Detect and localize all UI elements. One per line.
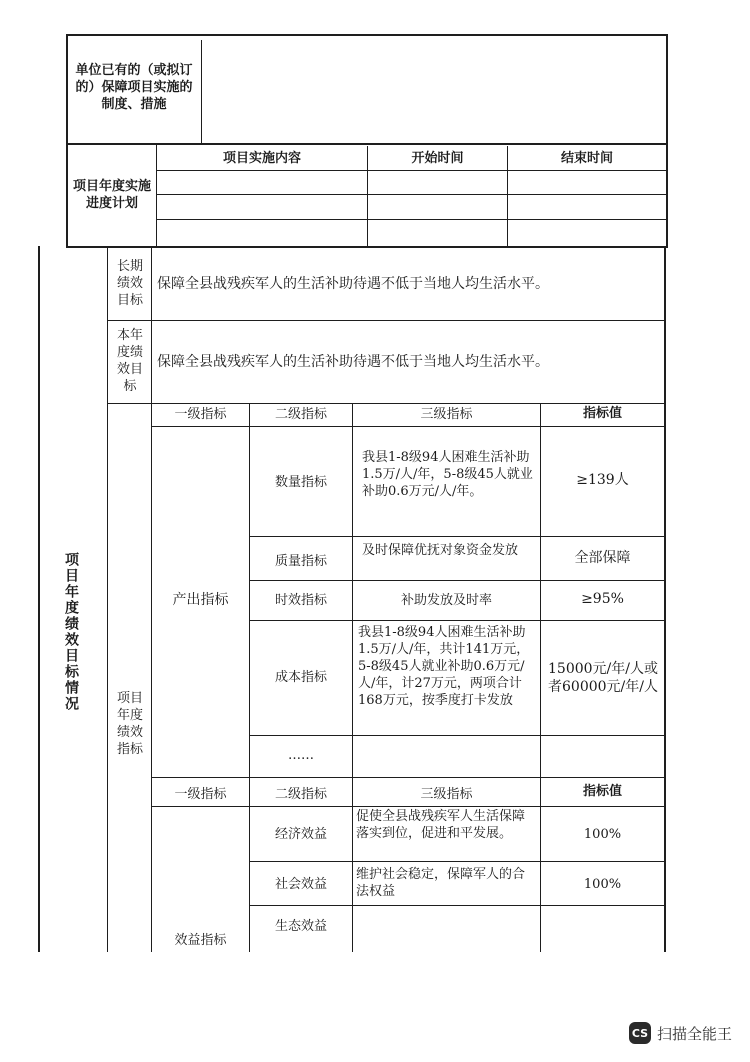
benefit-row2-level2: 社会效益 [274,877,327,892]
h1-value: 指标值 [582,406,622,421]
output-row1-level3: 我县1-8级94人困难生活补助1.5万/人/年，5-8级45人就业补助0.6万元/人/年。 [362,450,533,499]
h1-level3: 三级指标 [420,407,473,422]
benefit-row2-level3: 维护社会稳定，保障军人的合法权益 [356,867,526,899]
h2-level2: 二级指标 [274,787,327,802]
h2-level3: 三级指标 [420,787,473,802]
annual-label: 本年度绩效目标 [116,328,143,394]
output-row5-level2: …… [288,748,314,763]
output-row2-value: 全部保障 [574,550,631,566]
benefit-row2-value: 100% [583,877,622,892]
indicators-label: 项目年度绩效指标 [116,691,143,757]
long-term-label: 长期绩效目标 [116,259,143,308]
section2-label: 项目年度实施进度计划 [72,179,151,211]
output-row4-level2: 成本指标 [274,670,327,685]
header-start: 开始时间 [411,151,464,166]
long-term-goal: 保障全县战残疾军人的生活补助待遇不低于当地人均生活水平。 [157,276,549,292]
output-row3-level2: 时效指标 [274,593,327,608]
camscanner-logo-icon: CS [629,1022,651,1044]
h1-level1: 一级指标 [174,407,227,422]
h2-level1: 一级指标 [174,787,227,802]
section1-label: 单位已有的（或拟订的）保障项目实施的制度、措施 [75,63,193,112]
output-row4-level3: 我县1-8级94人困难生活补助1.5万/人/年，共计141万元，5-8级45人就业补助0.6万元/人/年，计27万元，两项合计168万元，按季度打卡发放 [358,625,530,708]
benefit-row1-value: 100% [583,827,622,842]
header-end: 结束时间 [560,151,613,166]
h1-level2: 二级指标 [274,407,327,422]
output-row4-value: 15000元/年/人或者60000元/年/人 [548,661,658,695]
section3-label: 项目年度绩效目标情况 [63,552,79,712]
annual-goal: 保障全县战残疾军人的生活补助待遇不低于当地人均生活水平。 [157,354,549,370]
output-row2-level2: 质量指标 [274,554,327,569]
watermark-text: 扫描全能王 [656,1024,732,1043]
output-level1: 产出指标 [172,592,229,608]
output-row3-level3: 补助发放及时率 [400,593,492,608]
benefit-row1-level2: 经济效益 [274,827,327,842]
h2-value: 指标值 [582,784,622,799]
output-row1-level2: 数量指标 [274,475,327,490]
benefit-row3-level2: 生态效益 [274,919,327,934]
header-content: 项目实施内容 [222,151,301,166]
output-row3-value: ≥95% [581,591,624,607]
output-row2-level3: 及时保障优抚对象资金发放 [362,543,519,558]
benefit-row1-level3: 促使全县战残疾军人生活保障落实到位，促进和平发展。 [356,809,526,841]
scanner-watermark [629,1022,732,1044]
output-row1-value: ≥139人 [576,472,629,488]
benefit-level1: 效益指标 [174,933,227,948]
